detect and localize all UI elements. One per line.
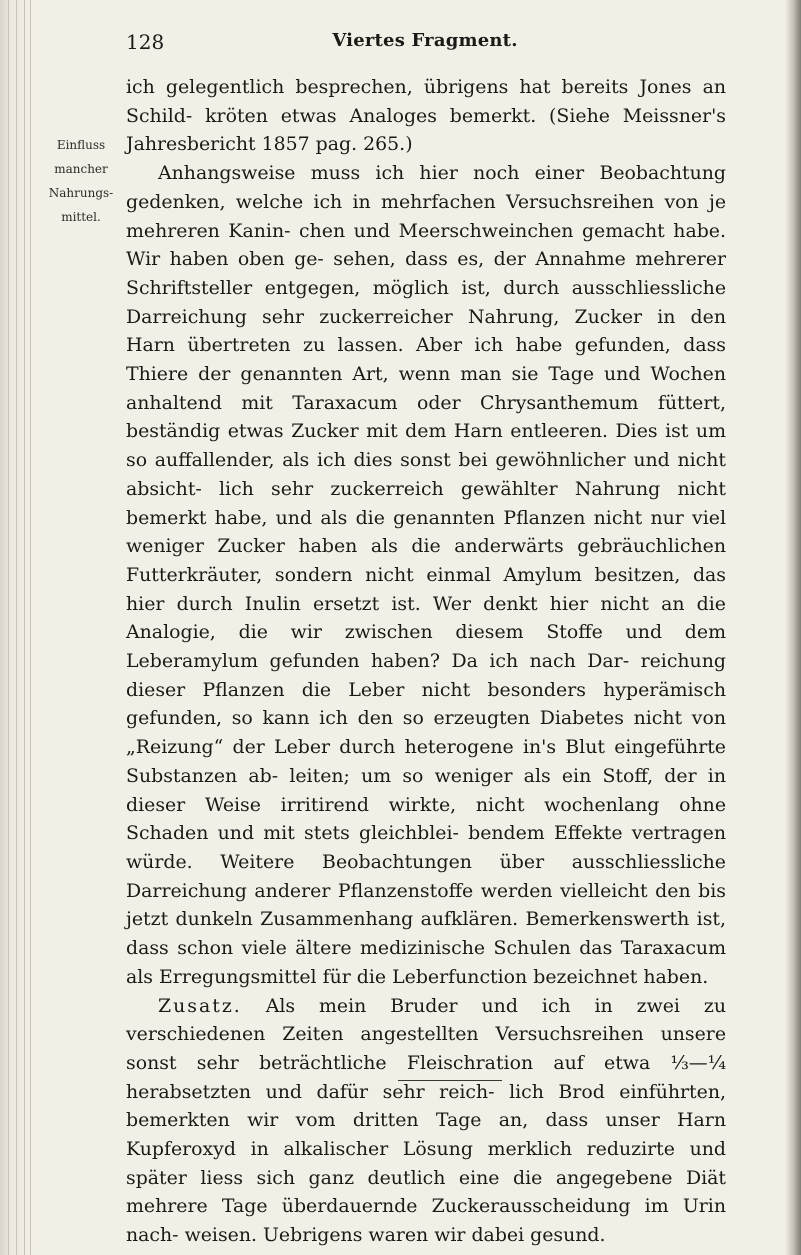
binding-line — [8, 0, 9, 1255]
page-number: 128 — [126, 30, 165, 54]
running-title: Viertes Fragment. — [332, 30, 518, 51]
addendum-text: Als mein Bruder und ich in zwei zu verschiedenen Zeiten angestellten Versuchsreihen unsere sonst sehr beträchtliche Fleischration auf etwa ⅓—¼ herabsetzten und dafür sehr reich- lich Brod einführten, bemerkten wir vom dritten Tage an, dass unser Harn Kupferoxyd in alkalischer Lösung merklich reduzirte und später liess sich ganz deutlich eine die angegebene Diät mehrere Tage überdauernde Zuckerausscheidung im Urin nach- weisen. Uebrigens waren wir dabei gesund. — [126, 994, 726, 1247]
body-text — [126, 73, 726, 1250]
margin-note: Einfluss mancher Nahrungs- mittel. — [48, 138, 114, 224]
paragraph-addendum — [126, 992, 726, 1250]
page-edge-shadow — [785, 0, 801, 1255]
page-gutter — [0, 0, 34, 1255]
section-rule — [398, 1080, 502, 1081]
paragraph: Anhangsweise muss ich hier noch einer Beobachtung gedenken, welche ich in mehrfachen Versuchsreihen von je mehreren Kanin- chen und Meerschweinchen gemacht habe. Wir haben oben ge- sehen, dass es, der Annahme mehrerer Schriftsteller entgegen, möglich ist, durch ausschliessliche Darreichung sehr zuckerreicher Nahrung, Zucker in den Harn übertreten zu lassen. Aber ich habe gefunden, dass Thiere der genannten Art, wenn man sie Tage und Wochen anhaltend mit Taraxacum oder Chrysanthemum füttert, beständig etwas Zucker mit dem Harn entleeren. Dies ist um so auffallender, als ich dies sonst bei gewöhnlicher und nicht absicht- lich sehr zuckerreich gewählter Nahrung nicht bemerkt habe, und als die genannten Pflanzen nicht nur viel weniger Zucker haben als die anderwärts gebräuchlichen Futterkräuter, sondern nicht einmal Amylum besitzen, das hier durch Inulin ersetzt ist. Wer denkt hier nicht an die Analogie, die wir zwischen diesem Stoffe und dem Leberamylum gefunden haben? Da ich nach Dar- reichung dieser Pflanzen die Leber nicht besonders hyperämisch gefunden, so kann ich den so erzeugten Diabetes nicht von „Reizung“ der Leber durch heterogene in's Blut eingeführte Substanzen ab- leiten; um so weniger als ein Stoff, der in dieser Weise irritirend wirkte, nicht wochenlang ohne Schaden und mit stets gleichblei- bendem Effekte vertragen würde. Weitere Beobachtungen über ausschliessliche Darreichung anderer Pflanzenstoffe werden vielleicht den bis jetzt dunkeln Zusammenhang aufklären. Bemerkenswerth ist, dass schon viele ältere medizinische Schulen das Taraxacum als Erregungsmittel für die Leberfunction bezeichnet haben. — [126, 162, 726, 988]
binding-line — [30, 0, 31, 1255]
binding-line — [16, 0, 17, 1255]
addendum-lead: Zusatz. — [158, 994, 242, 1017]
paragraph: ich gelegentlich besprechen, übrigens hat bereits Jones an Schild- kröten etwas Analoges bemerkt. (Siehe Meissner's Jahresbericht 1857 pag. 265.) — [126, 76, 726, 156]
binding-line — [24, 0, 25, 1255]
page-header — [126, 30, 724, 60]
